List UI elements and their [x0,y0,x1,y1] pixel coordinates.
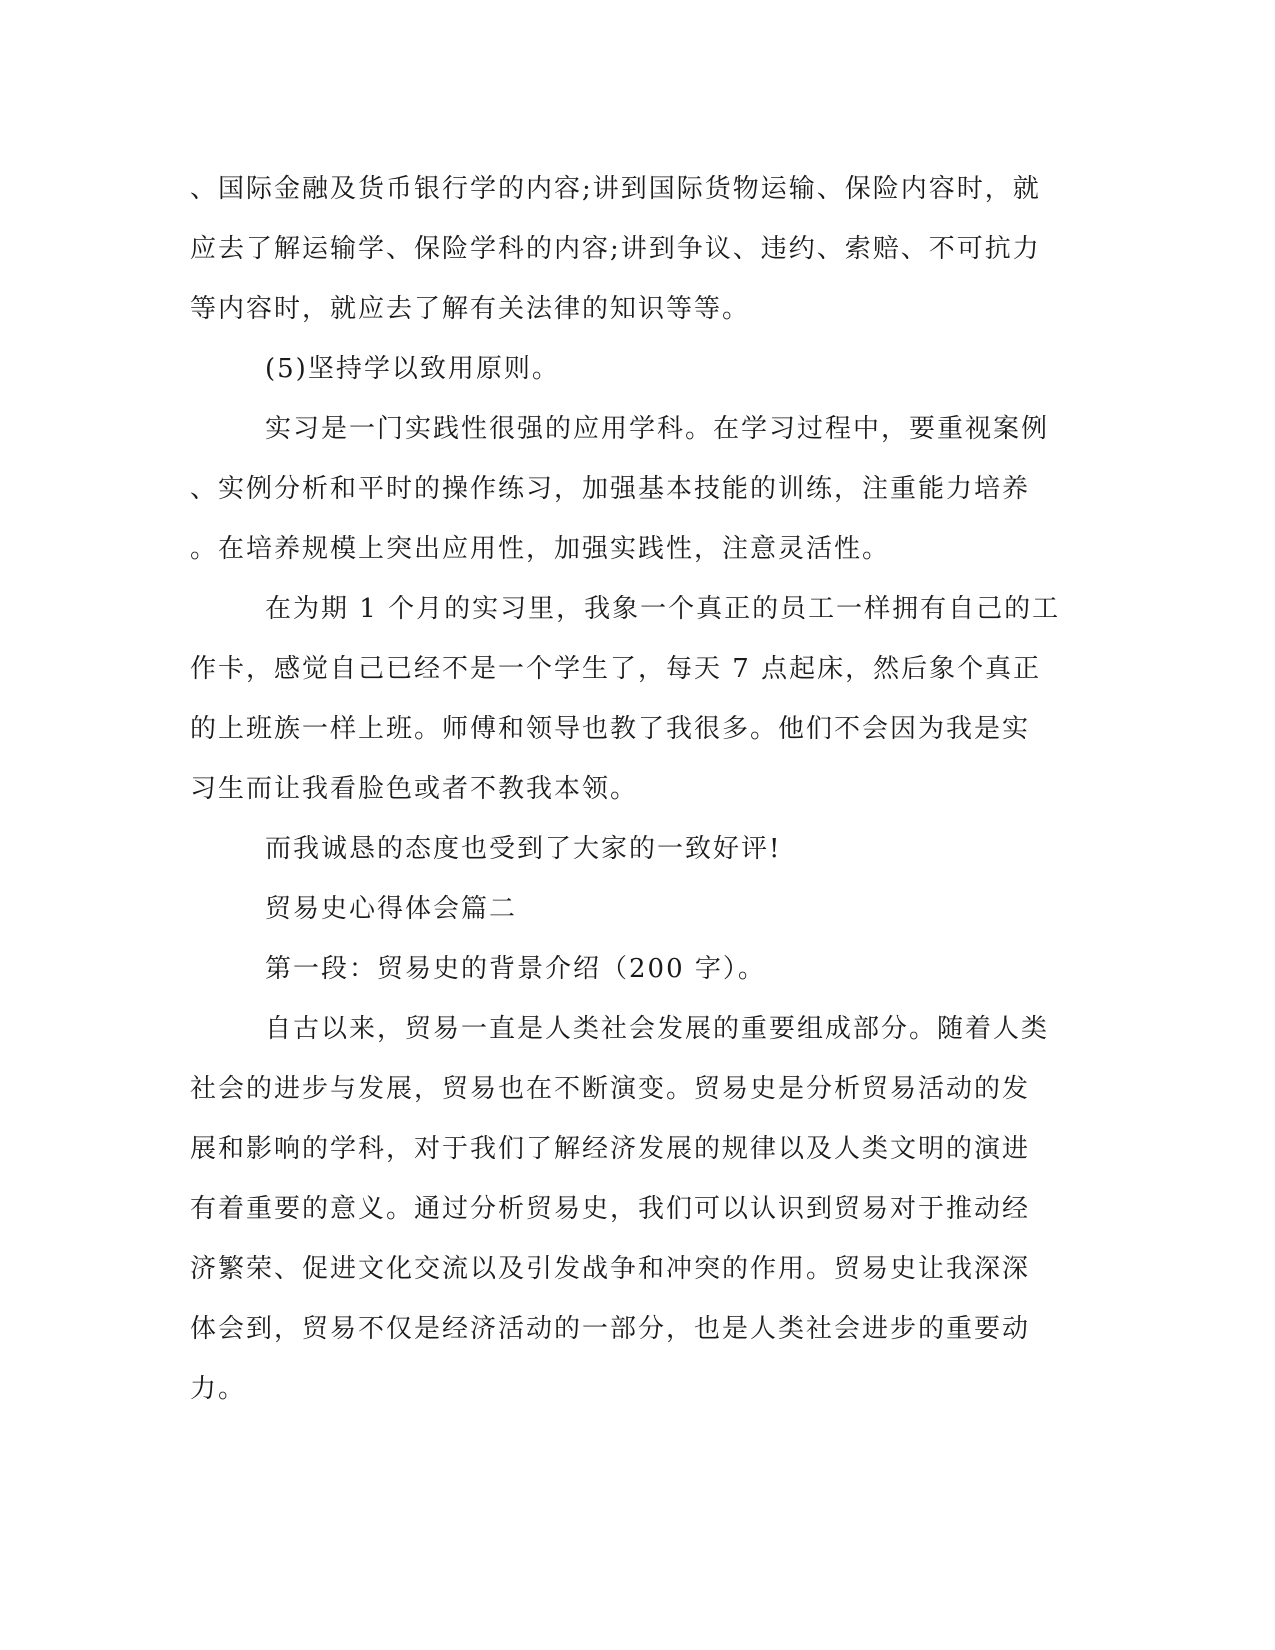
text-line: 在为期 1 个月的实习里，我象一个真正的员工一样拥有自己的工 [265,594,1061,624]
text-line: 实习是一门实践性很强的应用学科。在学习过程中，要重视案例 [265,414,1050,444]
text-line: 展和影响的学科，对于我们了解经济发展的规律以及人类文明的演进 [190,1134,1031,1164]
section-heading: 第一段：贸易史的背景介绍（200 字）。 [265,954,766,984]
text-line: 有着重要的意义。通过分析贸易史，我们可以认识到贸易对于推动经 [190,1194,1031,1224]
text-line: 、国际金融及货币银行学的内容;讲到国际货物运输、保险内容时，就 [190,174,1041,204]
text-line: 等内容时，就应去了解有关法律的知识等等。 [190,294,751,324]
text-line: 社会的进步与发展，贸易也在不断演变。贸易史是分析贸易活动的发 [190,1074,1031,1104]
text-line: 而我诚恳的态度也受到了大家的一致好评! [265,834,782,864]
section-heading: (5)坚持学以致用原则。 [265,354,560,384]
text-line: 济繁荣、促进文化交流以及引发战争和冲突的作用。贸易史让我深深 [190,1254,1031,1284]
text-line: 的上班族一样上班。师傅和领导也教了我很多。他们不会因为我是实 [190,714,1031,744]
text-line: 自古以来，贸易一直是人类社会发展的重要组成部分。随着人类 [265,1014,1050,1044]
text-line: 。在培养规模上突出应用性，加强实践性，注意灵活性。 [190,534,891,564]
text-line: 习生而让我看脸色或者不教我本领。 [190,774,639,804]
article-title: 贸易史心得体会篇二 [265,894,518,924]
text-line: 力。 [190,1374,247,1404]
text-line: 作卡，感觉自己已经不是一个学生了，每天 7 点起床，然后象个真正 [190,654,1042,684]
text-line: 体会到，贸易不仅是经济活动的一部分，也是人类社会进步的重要动 [190,1314,1031,1344]
text-line: 、实例分析和平时的操作练习，加强基本技能的训练，注重能力培养 [190,474,1031,504]
text-line: 应去了解运输学、保险学科的内容;讲到争议、违约、索赔、不可抗力 [190,234,1041,264]
